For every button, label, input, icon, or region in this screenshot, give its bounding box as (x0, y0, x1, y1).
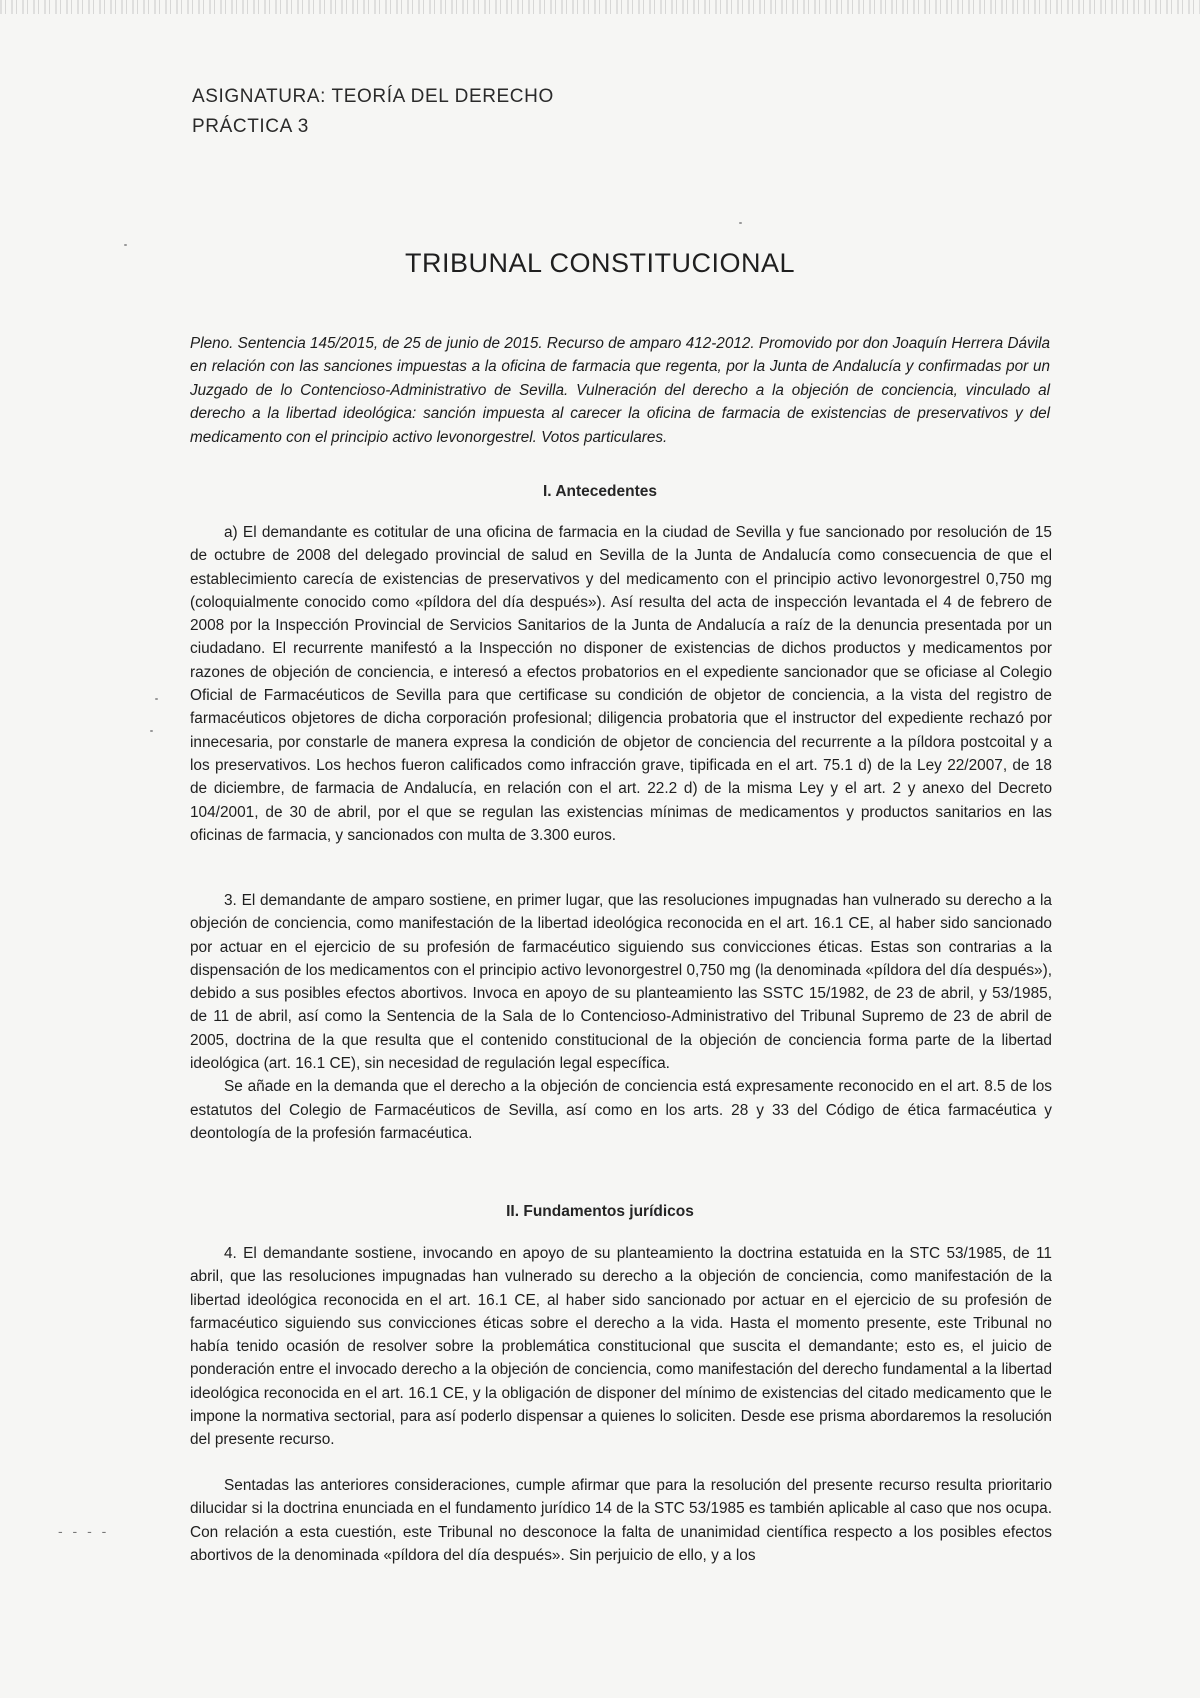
paragraph: a) El demandante es cotitular de una oficina de farmacia en la ciudad de Sevilla y fue sancionado por resolución de 15 de octubre de 2008 del delegado provincial de salud en Sevilla de la Junta de Andalucía como consecuencia de que el establecimiento carecía de existencias de preservativos y del medicamento con el principio activo levonorgestrel 0,750 mg (coloquialmente conocido como «píldora del día después»). Así resulta del acta de inspección levantada el 4 de febrero de 2008 por la Inspección Provincial de Servicios Sanitarios de la Junta de Andalucía a raíz de la denuncia presentada por un ciudadano. El recurrente manifestó a la Inspección no disponer de existencias de dichos productos y medicamentos por razones de objeción de conciencia, e interesó a efectos probatorios en el expediente sancionador que se oficiase al Colegio Oficial de Farmacéuticos de Sevilla para que certificase su condición de objetor de conciencia, a la vista del registro de farmacéuticos objetores de dicha corporación profesional; diligencia probatoria que el instructor del expediente rechazó por innecesaria, por constarle de manera expresa la condición de objetor de conciencia del recurrente a la píldora postcoital y a los preservativos. Los hechos fueron calificados como infracción grave, tipificada en el art. 75.1 d) de la Ley 22/2007, de 18 de diciembre, de farmacia de Andalucía, en relación con el art. 22.2 d) de la misma Ley y el art. 2 y anexo del Decreto 104/2001, de 30 de abril, por el que se regulan las existencias mínimas de medicamentos y productos sanitarios en las oficinas de farmacia, y sancionados con multa de 3.300 euros. (190, 524, 1052, 844)
scan-speck (155, 698, 158, 700)
scan-speck (124, 244, 127, 246)
scan-speck (150, 730, 153, 732)
scan-top-border (0, 0, 1200, 14)
document-title: TRIBUNAL CONSTITUCIONAL (404, 248, 796, 278)
paragraph: 4. El demandante sostiene, invocando en apoyo de su planteamiento la doctrina estatuida en la STC 53/1985, de 11 abril, que las resoluciones impugnadas han vulnerado su derecho a la objeción de conciencia, como manifestación de la libertad ideológica reconocida en el art. 16.1 CE, al haber sido sancionado por actuar en el ejercicio de su profesión de farmacéutico siguiendo sus convicciones éticas sobre el derecho a la vida. Hasta el momento presente, este Tribunal no había tenido ocasión de resolver sobre la problemática constitucional que suscita el demandante; esto es, el juicio de ponderación entre el invocado derecho a la objeción de conciencia, como manifestación del derecho fundamental a la libertad ideológica reconocida en el art. 16.1 CE, y la obligación de disponer del mínimo de existencias del citado medicamento que le impone la normativa sectorial, para así poderlo dispensar a quienes lo soliciten. Desde ese prisma abordaremos la resolución del presente recurso. (190, 1245, 1052, 1449)
course-header (192, 82, 554, 142)
section-heading-fundamentos: II. Fundamentos jurídicos (506, 1203, 694, 1220)
fundamentos-block-a (190, 1242, 1052, 1452)
practice-line: PRÁCTICA 3 (192, 116, 309, 137)
antecedentes-block-b (190, 889, 1052, 1145)
antecedentes-block-a (190, 521, 1052, 847)
paragraph: Sentadas las anteriores consideraciones, cumple afirmar que para la resolución del presente recurso resulta prioritario dilucidar si la doctrina enunciada en el fundamento jurídico 14 de la STC 53/1985 es también aplicable al caso que nos ocupa. Con relación a esta cuestión, este Tribunal no desconoce la falta de unanimidad científica respecto a los posibles efectos abortivos de la denominada «píldora del día después». Sin perjuicio de ello, y a los (190, 1477, 1052, 1564)
subject-line: ASIGNATURA: TEORÍA DEL DERECHO (192, 86, 554, 107)
margin-dash-mark: - - - - (58, 1523, 110, 1539)
fundamentos-block-b (190, 1474, 1052, 1567)
ruling-summary: Pleno. Sentencia 145/2015, de 25 de junio de 2015. Recurso de amparo 412-2012. Promovido por don Joaquín Herrera Dávila en relación con las sanciones impuestas a la oficina de farmacia que regenta, por la Junta de Andalucía y confirmadas por un Juzgado de lo Contencioso-Administrativo de Sevilla. Vulneración del derecho a la objeción de conciencia, vinculado al derecho a la libertad ideológica: sanción impuesta al carecer la oficina de farmacia de existencias de preservativos y del medicamento con el principio activo levonorgestrel. Votos particulares. (190, 335, 1050, 446)
paragraph: 3. El demandante de amparo sostiene, en primer lugar, que las resoluciones impugnadas han vulnerado su derecho a la objeción de conciencia, como manifestación de la libertad ideológica reconocida en el art. 16.1 CE, al haber sido sancionado por actuar en el ejercicio de su profesión de farmacéutico siguiendo sus convicciones éticas. Estas son contrarias a la dispensación de los medicamentos con el principio activo levonorgestrel 0,750 mg (la denominada «píldora del día después»), debido a sus posibles efectos abortivos. Invoca en apoyo de su planteamiento las SSTC 15/1982, de 23 de abril, y 53/1985, de 11 de abril, así como la Sentencia de la Sala de lo Contencioso-Administrativo del Tribunal Supremo de 23 de abril de 2005, doctrina de la que resulta que el contenido constitucional de la objeción de conciencia forma parte de la libertad ideológica (art. 16.1 CE), sin necesidad de regulación legal específica. (190, 892, 1052, 1073)
paragraph: Se añade en la demanda que el derecho a la objeción de conciencia está expresamente reconocido en el art. 8.5 de los estatutos del Colegio de Farmacéuticos de Sevilla, así como en los arts. 28 y 33 del Código de ética farmacéutica y deontología de la profesión farmacéutica. (190, 1078, 1052, 1142)
section-heading-antecedentes: I. Antecedentes (543, 483, 657, 500)
scan-speck (739, 222, 742, 224)
